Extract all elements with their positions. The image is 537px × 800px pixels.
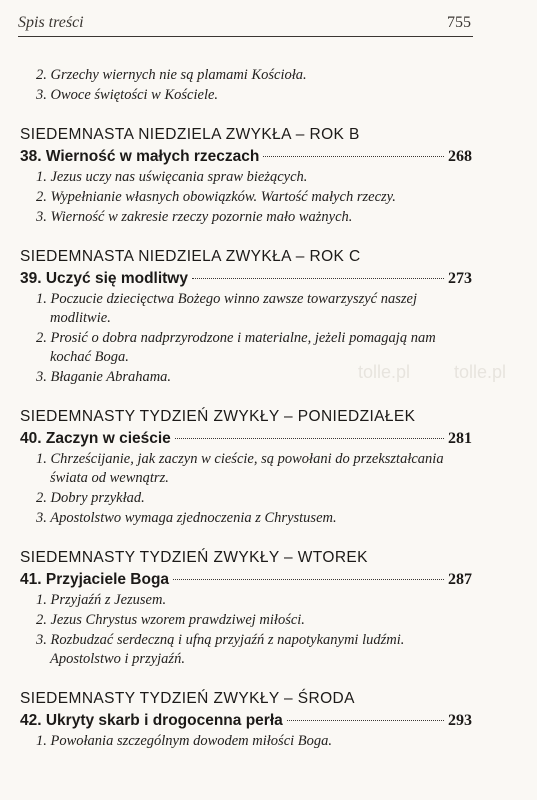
toc-section [20, 125, 472, 227]
toc-section [20, 247, 472, 387]
section-heading: SIEDEMNASTA NIEDZIELA ZWYKŁA – ROK C [20, 248, 361, 265]
leader-dots [192, 278, 444, 279]
toc-subpoint: 3. Owoce świętości w Kościele. [36, 87, 219, 103]
running-head-title: Spis treści [18, 14, 84, 31]
chapter-page: 273 [448, 270, 472, 287]
toc-content [20, 66, 472, 752]
toc-section [20, 548, 472, 669]
section-heading: SIEDEMNASTY TYDZIEŃ ZWYKŁY – ŚRODA [20, 690, 355, 707]
chapter-title: 38. Wierność w małych rzeczach [20, 148, 260, 165]
chapter-entry[interactable] [20, 269, 472, 289]
chapter-title: 39. Uczyć się modlitwy [20, 270, 188, 287]
toc-subpoint: 2. Prosić o dobra nadprzyrodzone i materialne, jeżeli pomagają nam kochać Boga. [36, 330, 436, 365]
chapter-page: 293 [448, 712, 472, 729]
chapter-title: 41. Przyjaciele Boga [20, 571, 170, 588]
chapter-title: 42. Ukryty skarb i drogocenna perła [20, 712, 283, 729]
toc-subpoint: 3. Wierność w zakresie rzeczy pozornie mało ważnych. [36, 209, 353, 225]
chapter-entry[interactable] [20, 711, 472, 731]
toc-subpoint: 2. Wypełnianie własnych obowiązków. Wartość małych rzeczy. [36, 189, 396, 205]
running-head [18, 14, 473, 37]
leader-dots [287, 720, 444, 721]
toc-subpoint: 2. Dobry przykład. [36, 490, 145, 506]
section-heading: SIEDEMNASTY TYDZIEŃ ZWYKŁY – WTOREK [20, 549, 368, 566]
toc-subpoint: 3. Rozbudzać serdeczną i ufną przyjaźń z napotykanymi ludźmi. Apostolstwo i przyjaźń. [36, 632, 405, 667]
leader-dots [175, 438, 444, 439]
chapter-page: 287 [448, 571, 472, 588]
toc-subpoint: 1. Przyjaźń z Jezusem. [36, 592, 167, 608]
watermark: tolle.pl [358, 362, 411, 382]
toc-subpoint: 2. Jezus Chrystus wzorem prawdziwej miłości. [36, 612, 305, 628]
chapter-title: 40. Zaczyn w cieście [20, 430, 171, 447]
section-heading: SIEDEMNASTA NIEDZIELA ZWYKŁA – ROK B [20, 126, 360, 143]
toc-subpoint: 2. Grzechy wiernych nie są plamami Kościoła. [36, 67, 307, 83]
toc-section [20, 689, 472, 751]
toc-subpoint: 3. Apostolstwo wymaga zjednoczenia z Chrystusem. [36, 510, 337, 526]
chapter-page: 268 [448, 148, 472, 165]
chapter-page: 281 [448, 430, 472, 447]
toc-subpoint: 3. Błaganie Abrahama. [36, 369, 172, 385]
chapter-entry[interactable] [20, 429, 472, 449]
toc-subpoint: 1. Chrześcijanie, jak zaczyn w cieście, są powołani do przekształcania świata od wewnątrz. [36, 451, 444, 486]
chapter-entry[interactable] [20, 570, 472, 590]
leader-dots [173, 579, 444, 580]
leader-dots [263, 156, 444, 157]
toc-subpoint: 1. Poczucie dziecięctwa Bożego winno zawsze towarzyszyć naszej modlitwie. [36, 291, 417, 326]
toc-subpoint: 1. Powołania szczególnym dowodem miłości Boga. [36, 733, 333, 749]
chapter-entry[interactable] [20, 147, 472, 167]
section-heading: SIEDEMNASTY TYDZIEŃ ZWYKŁY – PONIEDZIAŁEK [20, 408, 416, 425]
page-number: 755 [447, 14, 471, 31]
toc-subpoint: 1. Jezus uczy nas uświęcania spraw bieżących. [36, 169, 308, 185]
toc-section [20, 407, 472, 528]
watermark: tolle.pl [454, 362, 507, 382]
